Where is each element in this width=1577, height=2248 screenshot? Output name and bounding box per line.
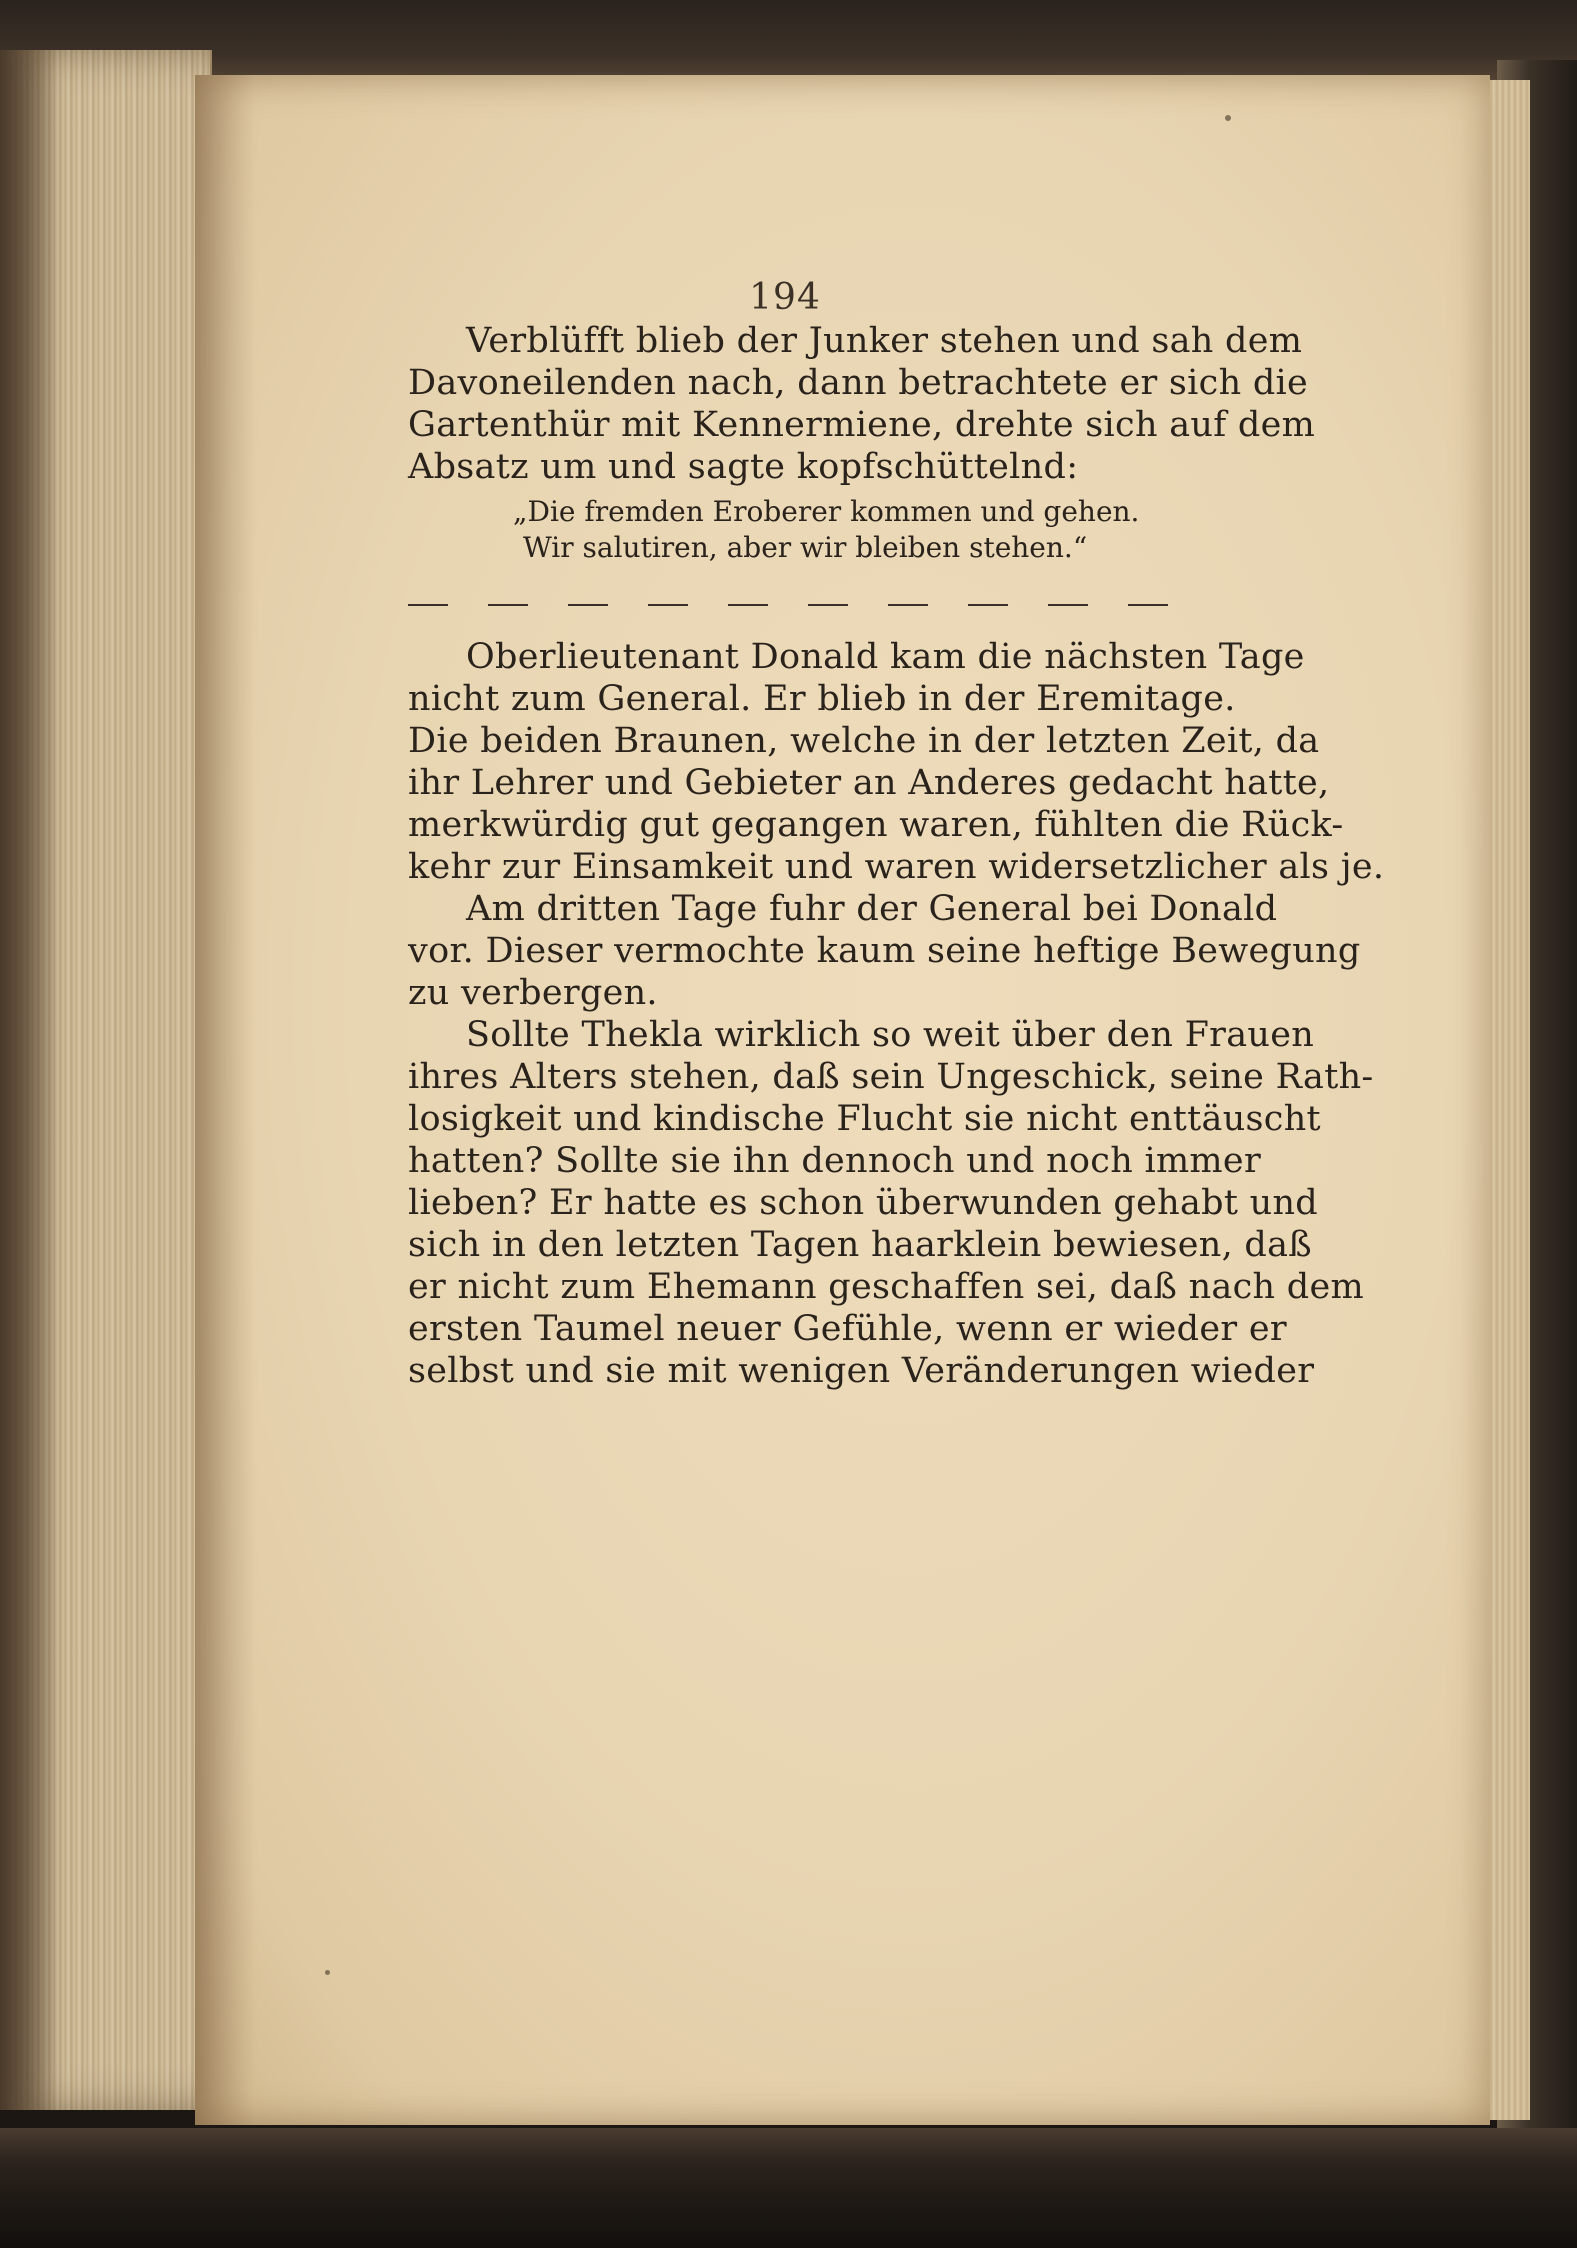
- text-line: selbst und sie mit wenigen Veränderungen wieder: [408, 1351, 1315, 1391]
- book-page: [195, 75, 1490, 2125]
- text-line: Verblüfft blieb der Junker stehen und sah dem: [466, 321, 1303, 361]
- text-line: Oberlieutenant Donald kam die nächsten Tage: [466, 637, 1305, 677]
- paragraph-1: [408, 320, 1316, 488]
- text-line: hatten? Sollte sie ihn dennoch und noch immer: [408, 1141, 1261, 1181]
- text-line: vor. Dieser vermochte kaum seine heftige Bewegung: [408, 931, 1361, 971]
- text-line: lieben? Er hatte es schon überwunden gehabt und: [408, 1183, 1319, 1223]
- text-line: Gartenthür mit Kennermiene, drehte sich auf dem: [408, 405, 1316, 445]
- paragraph-3: [408, 888, 1361, 1014]
- text-line: ersten Taumel neuer Gefühle, wenn er wieder er: [408, 1309, 1287, 1349]
- paper-speck: [325, 1970, 330, 1975]
- text-line: Die beiden Braunen, welche in der letzten Zeit, da: [408, 721, 1320, 761]
- text-line: Davoneilenden nach, dann betrachtete er sich die: [408, 363, 1309, 403]
- verse-line: „Die fremden Eroberer kommen und gehen.: [513, 495, 1140, 528]
- text-line: kehr zur Einsamkeit und waren widersetzlicher als je.: [408, 847, 1385, 887]
- text-line: er nicht zum Ehemann geschaffen sei, daß nach dem: [408, 1267, 1364, 1307]
- section-divider: [408, 586, 1173, 626]
- text-line: ihres Alters stehen, daß sein Ungeschick, seine Rath-: [408, 1057, 1374, 1097]
- paragraph-2: [408, 636, 1385, 888]
- text-line: sich in den letzten Tagen haarklein bewiesen, daß: [408, 1225, 1312, 1265]
- book-cover-bottom: [0, 2128, 1577, 2248]
- text-line: merkwürdig gut gegangen waren, fühlten die Rück-: [408, 805, 1344, 845]
- page-gutter-shadow: [195, 75, 255, 2125]
- page-stack-shadow: [0, 50, 60, 2110]
- paper-speck: [1225, 115, 1231, 121]
- text-line: zu verbergen.: [408, 973, 658, 1013]
- text-line: Absatz um und sagte kopfschüttelnd:: [408, 447, 1079, 487]
- text-line: Sollte Thekla wirklich so weit über den Frauen: [466, 1015, 1315, 1055]
- text-line: nicht zum General. Er blieb in der Eremitage.: [408, 679, 1236, 719]
- page-body: [408, 320, 1385, 1392]
- text-line: Am dritten Tage fuhr der General bei Donald: [466, 889, 1278, 929]
- text-line: losigkeit und kindische Flucht sie nicht enttäuscht: [408, 1099, 1321, 1139]
- text-line: ihr Lehrer und Gebieter an Anderes gedacht hatte,: [408, 763, 1330, 803]
- verse-line: Wir salutiren, aber wir bleiben stehen.“: [523, 531, 1088, 564]
- page-number: 194: [749, 277, 821, 318]
- paragraph-4: [408, 1014, 1374, 1392]
- verse-quote: [408, 494, 1173, 566]
